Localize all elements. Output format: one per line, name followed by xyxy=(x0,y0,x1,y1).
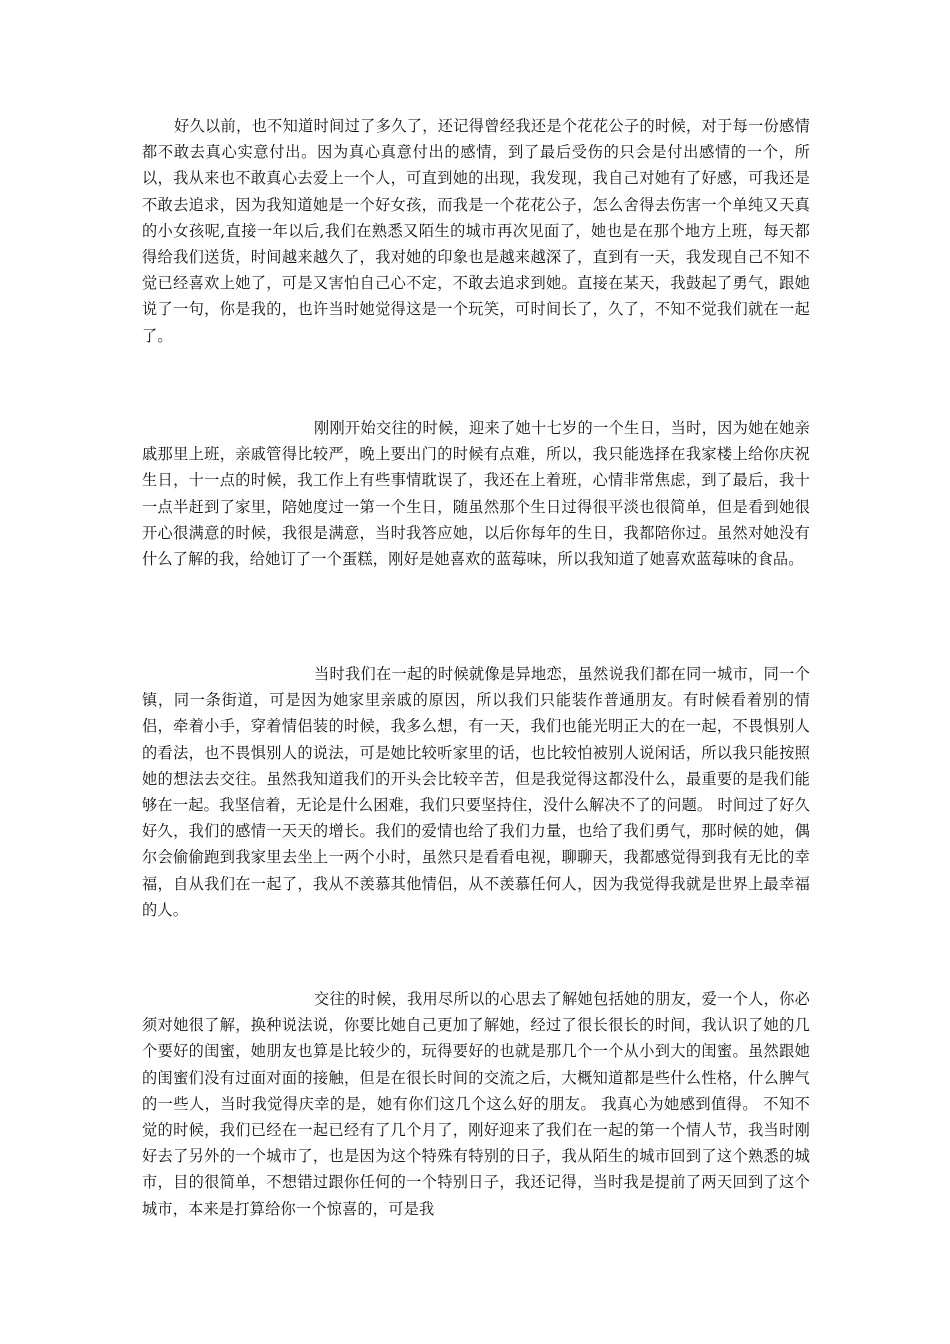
paragraph-3: 当时我们在一起的时候就像是异地恋，虽然说我们都在同一城市，同一个镇，同一条街道，可是因为她家里亲戚的原因，所以我们只能装作普通朋友。有时候看着别的情侣，牵着小手，穿着情侣装的时候，我多么想，有一天，我们也能光明正大的在一起，不畏惧别人的看法，也不畏惧别人的说法，可是她比较听家里的话，也比较怕被别人说闲话，所以我只能按照她的想法去交往。虽然我知道我们的开头会比较辛苦，但是我觉得这都没什么，最重要的是我们能够在一起。我坚信着，无论是什么困难，我们只要坚持住，没什么解决不了的问题。 时间过了好久好久，我们的感情一天天的增长。我们的爱情也给了我们力量，也给了我们勇气，那时候的她，偶尔会偷偷跑到我家里去坐上一两个小时，虽然只是看看电视，聊聊天，我都感觉得到我有无比的幸福，自从我们在一起了，我从不羡慕其他情侣，从不羡慕任何人，因为我觉得我就是世界上最幸福的人。 xyxy=(142,665,810,919)
paragraph-2: 刚刚开始交往的时候，迎来了她十七岁的一个生日，当时，因为她在她亲戚那里上班，亲戚管得比较严，晚上要出门的时候有点难，所以，我只能选择在我家楼上给你庆祝生日，十一点的时候，我工作上有些事情耽误了，我还在上着班，心情非常焦虑，到了最后，我十一点半赶到了家里，陪她度过一第一个生日，随虽然那个生日过得很平淡也很简单，但是看到她很开心很满意的时候，我很是满意，当时我答应她，以后你每年的生日，我都陪你过。虽然对她没有什么了解的我，给她订了一个蛋糕，刚好是她喜欢的蓝莓味，所以我知道了她喜欢蓝莓味的食品。 xyxy=(142,419,810,569)
paragraph-1: 好久以前，也不知道时间过了多久了，还记得曾经我还是个花花公子的时候，对于每一份感情都不敢去真心实意付出。因为真心真意付出的感情，到了最后受伤的只会是付出感情的一个，所以，我从来也不敢真心去爱上一个人，可直到她的出现，我发现，我自己对她有了好感，可我还是不敢去追求，因为我知道她是一个好女孩，而我是一个花花公子，怎么舍得去伤害一个单纯又天真的小女孩呢,直接一年以后,我们在熟悉又陌生的城市再次见面了，她也是在那个地方上班，每天都得给我们送货，时间越来越久了，我对她的印象也是越来越深了，直到有一天，我发现自己不知不觉已经喜欢上她了，可是又害怕自己心不定，不敢去追求到她。直接在某天，我鼓起了勇气，跟她说了一句，你是我的，也许当时她觉得这是一个玩笑，可时间长了，久了，不知不觉我们就在一起了。 xyxy=(142,117,810,345)
paragraph-4: 交往的时候，我用尽所以的心思去了解她包括她的朋友，爱一个人，你必须对她很了解，换种说法说，你要比她自己更加了解她，经过了很长很长的时间，我认识了她的几个要好的闺蜜，她朋友也算是比较少的，玩得要好的也就是那几个一个从小到大的闺蜜。虽然跟她的闺蜜们没有过面对面的接触，但是在很长时间的交流之后，大概知道都是些什么性格，什么脾气的一些人，当时我觉得庆幸的是，她有你们这几个这么好的朋友。 我真心为她感到值得。 不知不觉的时候，我们已经在一起已经有了几个月了，刚好迎来了我们在一起的第一个情人节，我当时刚好去了另外的一个城市了，也是因为这个特殊有特别的日子，我从陌生的城市回到了这个熟悉的城市，目的很简单，不想错过跟你任何的一个特别日子，我还记得，当时我是提前了两天回到了这个城市，本来是打算给你一个惊喜的，可是我 xyxy=(142,990,810,1218)
